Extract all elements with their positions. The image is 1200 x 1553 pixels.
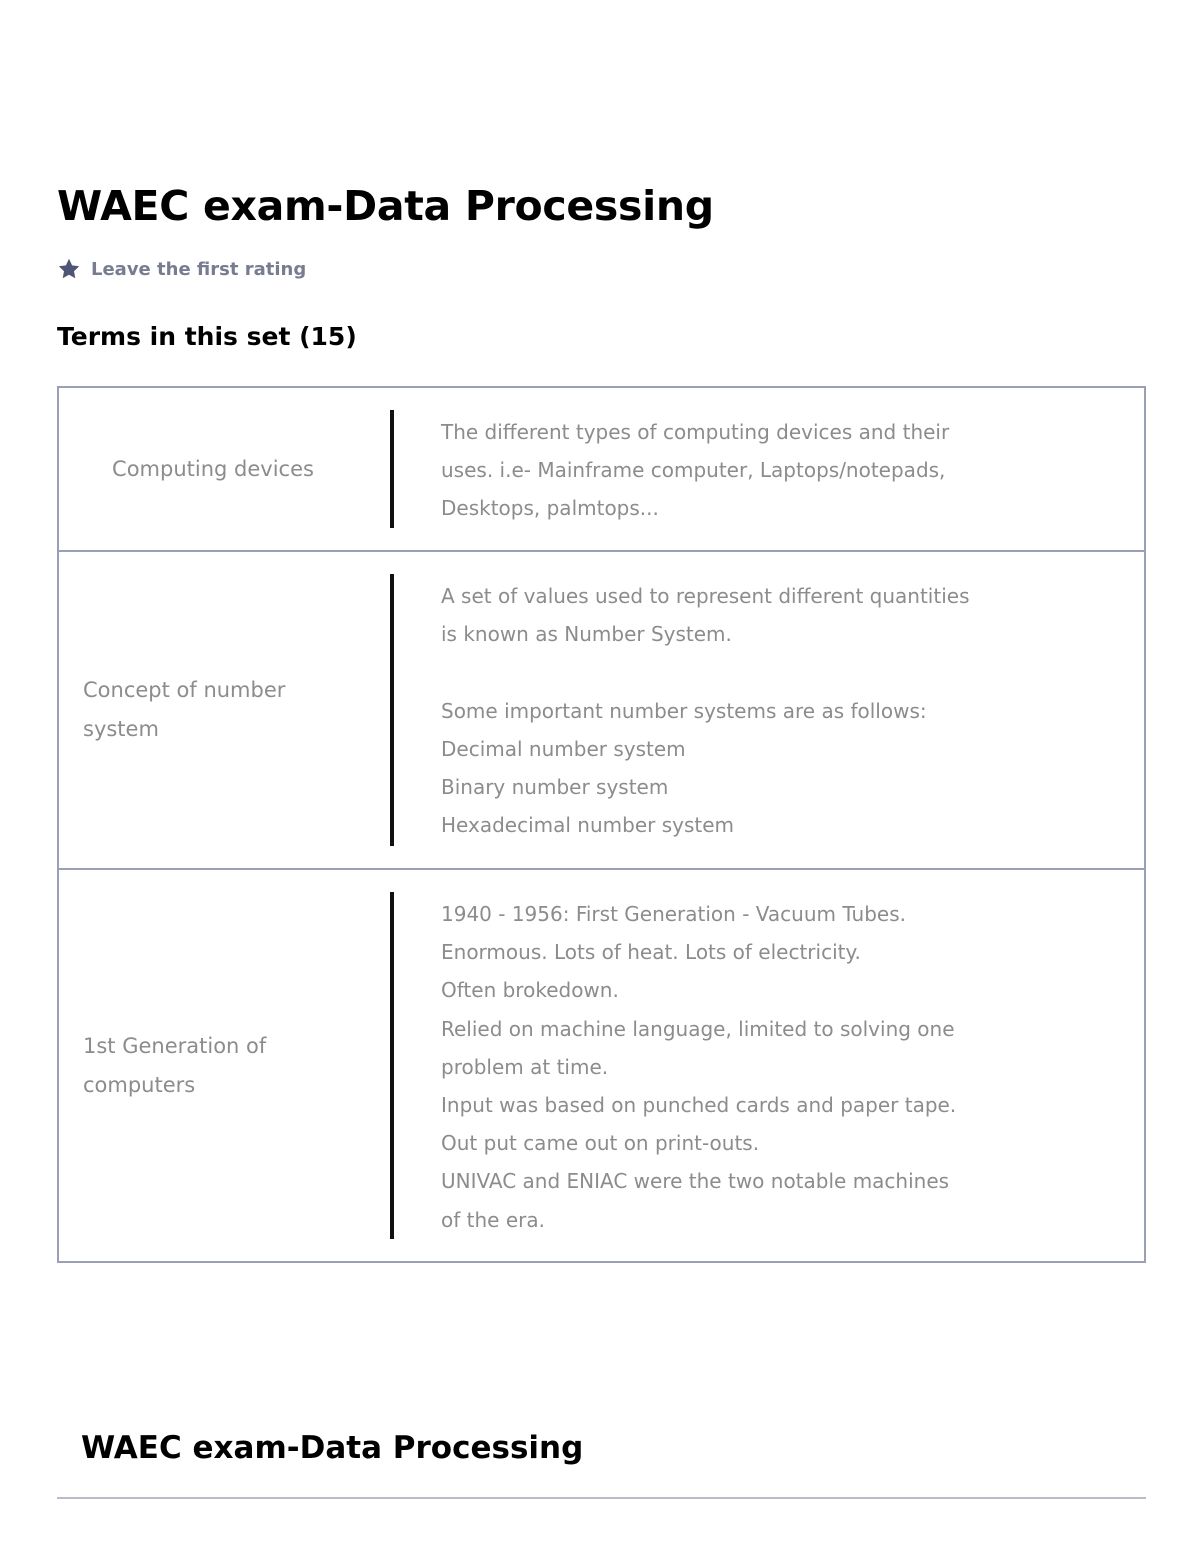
- definition-text: [441, 413, 1041, 528]
- term-text: [83, 870, 343, 1261]
- definition-line: Relied on machine language, limited to solving one: [441, 1016, 955, 1041]
- definition-line: Some important number systems are as follows:: [441, 698, 927, 723]
- definition-line: uses. i.e- Mainframe computer, Laptops/notepads,: [441, 458, 946, 483]
- definition-line: 1940 - 1956: First Generation - Vacuum Tubes.: [441, 902, 906, 926]
- term-line: 1st Generation of: [83, 1033, 267, 1058]
- definition-line: Out put came out on print-outs.: [441, 1131, 760, 1156]
- definition-line: A set of values used to represent different quantities: [441, 584, 970, 608]
- star-icon: [57, 257, 81, 281]
- footer-title: WAEC exam-Data Processing: [81, 1430, 584, 1466]
- card-divider: [390, 574, 394, 846]
- term-card: [57, 386, 1146, 552]
- term-text: [83, 552, 343, 868]
- definition-line: Input was based on punched cards and paper tape.: [441, 1093, 957, 1118]
- definition-line: Often brokedown.: [441, 978, 619, 1003]
- definition-line: Hexadecimal number system: [441, 813, 735, 838]
- definition-text: [441, 895, 1041, 1239]
- page-title: WAEC exam-Data Processing: [57, 182, 714, 230]
- definition-line: Enormous. Lots of heat. Lots of electricity.: [441, 940, 861, 965]
- term-list: [57, 386, 1146, 1263]
- definition-line: UNIVAC and ENIAC were the two notable machines: [441, 1169, 950, 1194]
- rating-label: Leave the first rating: [91, 258, 307, 280]
- rating-link[interactable]: [57, 257, 306, 281]
- term-card: [57, 868, 1146, 1263]
- definition-line: of the era.: [441, 1207, 545, 1232]
- term-text: [83, 388, 343, 550]
- card-divider: [390, 892, 394, 1239]
- term-line: system: [83, 717, 159, 741]
- definition-line: Decimal number system: [441, 736, 686, 761]
- term-line: Concept of number: [83, 678, 286, 702]
- definition-line: The different types of computing devices and their: [441, 420, 950, 444]
- term-card: [57, 550, 1146, 870]
- definition-line: Desktops, palmtops...: [441, 496, 659, 521]
- definition-gap: [441, 653, 1041, 691]
- term-line: computers: [83, 1072, 196, 1097]
- footer-divider: [57, 1497, 1146, 1499]
- definition-text: [441, 577, 1041, 844]
- definition-line: problem at time.: [441, 1054, 609, 1079]
- definition-line: Binary number system: [441, 775, 669, 799]
- terms-heading: Terms in this set (15): [57, 322, 357, 351]
- term-line: Computing devices: [112, 456, 314, 481]
- definition-line: is known as Number System.: [441, 622, 732, 647]
- card-divider: [390, 410, 394, 528]
